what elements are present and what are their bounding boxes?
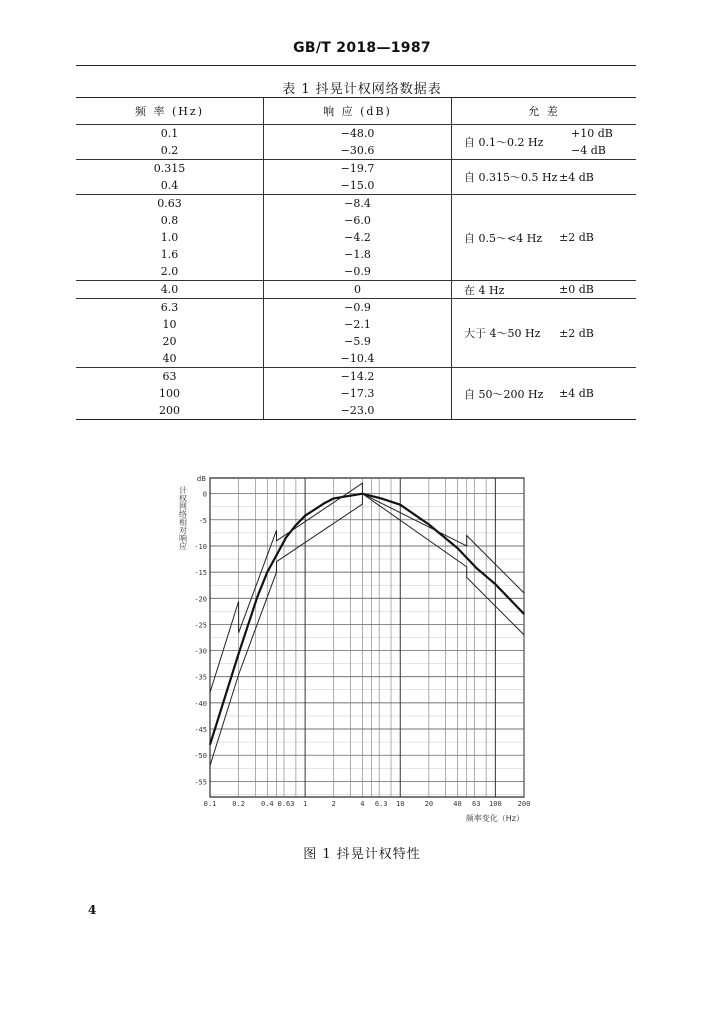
tolerance-plus: +10 dB: [571, 127, 613, 140]
response-value: −30.6: [340, 144, 375, 157]
response-value: −5.9: [344, 335, 371, 348]
frequency-value: 20: [162, 335, 177, 348]
response-value: −23.0: [340, 404, 375, 417]
tolerance-minus: −4 dB: [571, 144, 606, 157]
frequency-value: 100: [159, 387, 180, 400]
x-tick-label: 6.3: [374, 800, 388, 808]
frequency-value: 6.3: [160, 301, 179, 314]
frequency-value: 10: [162, 318, 177, 331]
y-tick-label: -45: [194, 726, 207, 735]
response-value: −4.2: [344, 231, 371, 244]
x-tick-label: 63: [472, 800, 481, 808]
x-tick-label: 100: [489, 800, 502, 808]
x-tick-label: 20: [424, 800, 434, 808]
frequency-value: 0.8: [160, 214, 179, 227]
y-tick-label: -20: [194, 595, 207, 604]
frequency-value: 200: [159, 404, 180, 417]
response-value: −8.4: [344, 197, 371, 210]
y-tick-label: -40: [194, 699, 207, 708]
frequency-value: 0.2: [160, 144, 179, 157]
frequency-value: 40: [162, 352, 177, 365]
response-value: −48.0: [340, 127, 375, 140]
y-tick-label: -5: [198, 516, 207, 525]
y-tick-label: 0: [202, 490, 207, 499]
x-tick-label: 2: [331, 800, 336, 808]
tolerance-lower-curve: [210, 494, 524, 766]
response-value: −19.7: [340, 162, 375, 175]
x-axis-title: 频率变化（Hz）: [465, 814, 524, 823]
tolerance-value: ±4 dB: [559, 170, 594, 184]
tolerance-value: ±2 dB: [559, 326, 594, 340]
y-tick-label: -10: [194, 542, 207, 551]
x-tick-label: 200: [517, 800, 531, 808]
frequency-value: 0.63: [157, 197, 182, 210]
response-value: −0.9: [344, 301, 371, 314]
x-tick-label: 10: [396, 800, 405, 808]
response-value: −10.4: [340, 352, 375, 365]
tolerance-range: 自 0.315～0.5 Hz: [464, 171, 558, 184]
tolerance-value: ±0 dB: [559, 283, 594, 296]
column-header-response: 响 应 (dB): [264, 98, 452, 125]
response-value: 0: [354, 283, 361, 296]
page-number: 4: [88, 903, 97, 917]
y-tick-label: -15: [194, 569, 207, 578]
frequency-value: 4.0: [160, 283, 179, 296]
column-header-tolerance: 允 差: [452, 98, 637, 125]
tolerance-value: ±2 dB: [559, 231, 594, 244]
frequency-value: 0.1: [160, 127, 179, 140]
frequency-value: 0.4: [160, 179, 179, 192]
response-value: −2.1: [344, 318, 371, 331]
x-tick-label: 0.63: [277, 800, 295, 808]
frequency-value: 63: [162, 370, 177, 383]
frequency-value: 2.0: [160, 265, 179, 278]
document-header: GB/T 2018—1987: [293, 40, 431, 56]
frequency-value: 1.0: [160, 231, 179, 244]
y-axis-title: 计权网络相对响应: [178, 486, 188, 550]
response-value: −1.8: [344, 248, 371, 261]
table-caption: 表 1 抖晃计权网络数据表: [282, 82, 442, 97]
x-tick-label: 0.1: [203, 800, 217, 808]
tolerance-range: 在 4 Hz: [464, 283, 505, 297]
frequency-value: 0.315: [153, 162, 186, 175]
response-curve: [210, 494, 524, 745]
y-tick-label: -25: [194, 621, 207, 630]
tolerance-range: 自 0.5～<4 Hz: [464, 231, 543, 245]
column-header-frequency: 频 率 (Hz): [76, 98, 264, 125]
response-value: −0.9: [344, 265, 371, 278]
y-tick-label: -55: [194, 778, 207, 787]
figure-caption: 图 1 抖晃计权特性: [303, 847, 421, 862]
x-tick-label: 0.2: [232, 800, 245, 808]
x-tick-label: 4: [360, 800, 365, 808]
y-tick-label: -50: [194, 752, 207, 761]
x-tick-label: 40: [453, 800, 462, 808]
tolerance-range: 自 50～200 Hz: [464, 387, 544, 401]
y-tick-label: -30: [194, 647, 207, 656]
tolerance-range: 自 0.1～0.2 Hz: [464, 136, 544, 149]
response-value: −17.3: [340, 387, 375, 400]
x-tick-label: 1: [303, 800, 308, 808]
response-value: −14.2: [340, 370, 375, 383]
y-tick-label: -35: [194, 673, 207, 682]
tolerance-value: ±4 dB: [559, 387, 594, 400]
x-tick-label: 0.4: [260, 800, 274, 808]
frequency-value: 1.6: [160, 248, 179, 261]
tolerance-range: 大于 4～50 Hz: [464, 327, 541, 340]
response-value: −15.0: [340, 179, 375, 192]
y-unit-label: dB: [196, 475, 206, 483]
response-value: −6.0: [344, 214, 371, 227]
